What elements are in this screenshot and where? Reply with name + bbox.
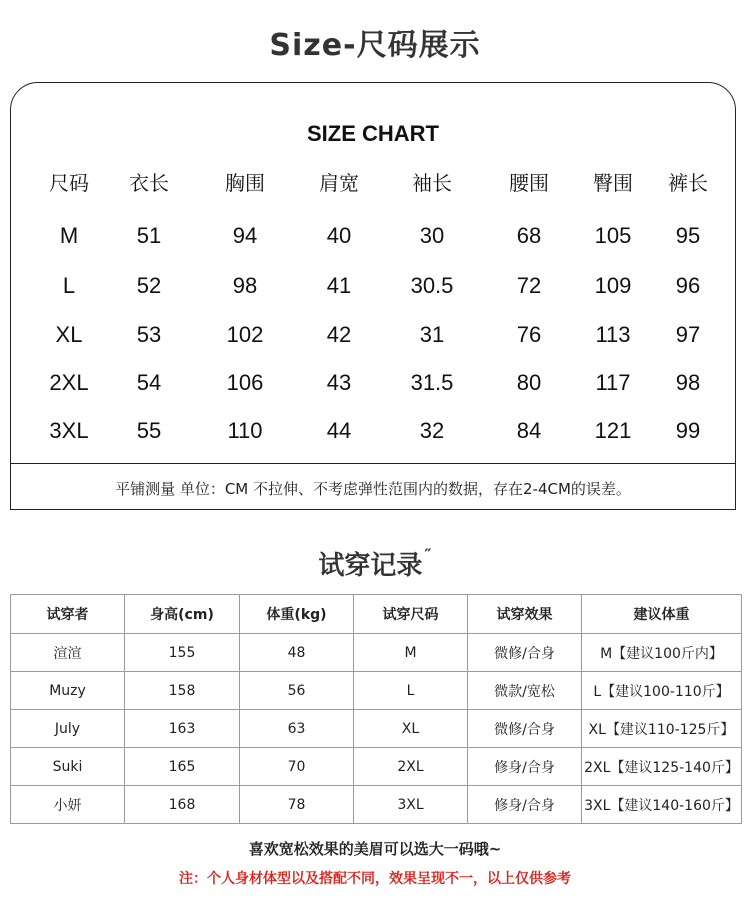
size-cell: 98 [232,273,258,298]
trial-header-cell: 试穿者 [11,595,125,634]
trial-header-cell: 建议体重 [582,595,742,634]
size-cell: 31 [419,322,445,347]
size-cell: 2XL [49,370,89,395]
trial-cell: M【建议100斤内】 [582,634,742,672]
size-cell: 72 [516,273,542,298]
measurement-note: 平铺测量 单位：CM 不拉伸、不考虑弹性范围内的数据，存在2-4CM的误差。 [115,480,631,498]
size-cell: 40 [326,223,352,248]
size-cell: 99 [675,418,701,443]
size-row [11,315,735,355]
size-header-cell: 腰围 [509,171,549,195]
size-chart-header-row [11,163,735,203]
trial-cell: Suki [11,748,125,786]
size-cell: 105 [594,223,632,248]
size-cell: 30 [419,223,445,248]
trial-title-text: 试穿记录 [318,551,423,581]
trial-header-cell: 试穿尺码 [354,595,468,634]
size-cell: 84 [516,418,542,443]
trial-cell: L [354,672,468,710]
size-cell: 53 [136,322,162,347]
trial-cell: XL [354,710,468,748]
size-cell: M [59,223,79,248]
size-cell: 94 [232,223,258,248]
size-cell: 42 [326,322,352,347]
size-header-cell: 臀围 [593,171,633,195]
trial-cell: 小妍 [11,786,125,824]
size-cell: 55 [136,418,162,443]
size-header-cell: 胸围 [225,171,265,195]
trial-cell: 2XL【建议125-140斤】 [582,748,742,786]
trial-cell: 修身/合身 [468,748,582,786]
trial-row [11,748,742,786]
size-cell: 102 [226,322,264,347]
size-section-title: Size-尺码展示 [269,28,481,63]
size-chart-title: SIZE CHART [307,121,439,146]
trial-cell: 微款/宽松 [468,672,582,710]
size-cell: 106 [226,370,264,395]
size-cell: 30.5 [410,273,454,298]
size-cell: 117 [595,370,631,395]
trial-cell: 修身/合身 [468,786,582,824]
size-chart-card [10,82,736,510]
trial-cell: 168 [125,786,240,824]
trial-row [11,786,742,824]
size-tip: 喜欢宽松效果的美眉可以选大一码哦~ [248,840,502,858]
trial-cell: 70 [240,748,354,786]
trial-record-table [10,594,742,824]
size-cell: 110 [227,418,263,443]
trial-cell: 78 [240,786,354,824]
size-row [11,266,735,306]
trial-cell: 63 [240,710,354,748]
size-cell: 54 [136,370,162,395]
size-cell: 95 [675,223,701,248]
trial-header-cell: 体重(kg) [240,595,354,634]
trial-cell: XL【建议110-125斤】 [582,710,742,748]
size-cell: 3XL [49,418,89,443]
size-cell: 41 [326,273,352,298]
trial-cell: July [11,710,125,748]
size-row [11,363,735,403]
trial-row [11,672,742,710]
size-cell: 31.5 [410,370,454,395]
size-cell: 109 [594,273,632,298]
size-cell: 43 [326,370,352,395]
trial-cell: Muzy [11,672,125,710]
trial-header-row [11,595,742,634]
size-cell: L [62,273,76,298]
size-chart-divider [11,463,735,464]
size-row [11,411,735,451]
size-cell: 44 [326,418,352,443]
sparkle-icon: ″ [424,545,432,564]
size-cell: 96 [675,273,701,298]
size-cell: 121 [594,418,632,443]
size-cell: 97 [675,322,701,347]
size-cell: 52 [136,273,162,298]
size-cell: 68 [516,223,542,248]
trial-cell: M [354,634,468,672]
trial-cell: 48 [240,634,354,672]
size-cell: 76 [516,322,542,347]
trial-cell: 微修/合身 [468,710,582,748]
trial-section-title [0,545,750,582]
trial-cell: 155 [125,634,240,672]
size-header-cell: 肩宽 [319,171,359,195]
trial-row [11,634,742,672]
trial-cell: L【建议100-110斤】 [582,672,742,710]
size-header-cell: 衣长 [129,171,169,195]
size-cell: 98 [675,370,701,395]
trial-cell: 56 [240,672,354,710]
size-cell: 113 [595,322,631,347]
disclaimer-note: 注：个人身材体型以及搭配不同，效果呈现不一，以上仅供参考 [179,871,571,887]
size-cell: 51 [136,223,162,248]
trial-header-cell: 身高(cm) [125,595,240,634]
trial-cell: 163 [125,710,240,748]
size-cell: XL [55,322,83,347]
trial-cell: 渲渲 [11,634,125,672]
size-header-cell: 尺码 [49,171,89,195]
size-header-cell: 裤长 [668,171,708,195]
size-cell: 32 [419,418,445,443]
trial-cell: 158 [125,672,240,710]
size-header-cell: 袖长 [412,171,452,195]
trial-header-cell: 试穿效果 [468,595,582,634]
trial-cell: 165 [125,748,240,786]
trial-row [11,710,742,748]
trial-cell: 3XL【建议140-160斤】 [582,786,742,824]
size-cell: 80 [516,370,542,395]
trial-cell: 3XL [354,786,468,824]
trial-cell: 2XL [354,748,468,786]
size-row [11,216,735,256]
trial-cell: 微修/合身 [468,634,582,672]
